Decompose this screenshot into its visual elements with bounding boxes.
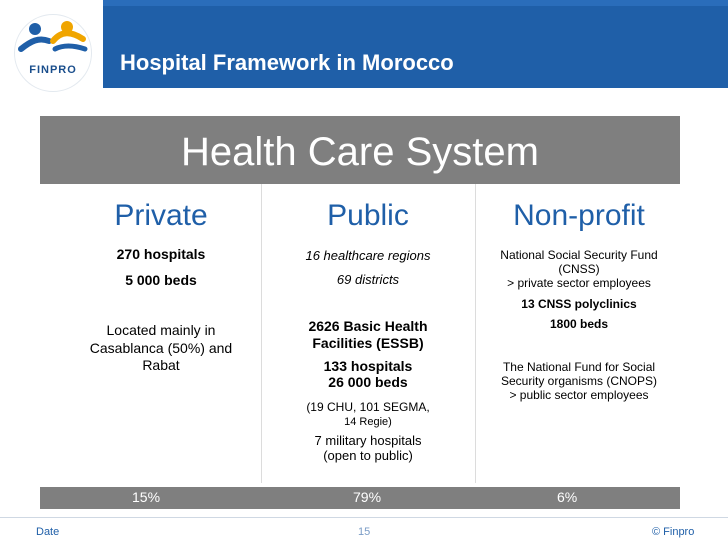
- private-location-line3: Rabat: [142, 357, 180, 373]
- nonprofit-beds: 1800 beds: [549, 317, 609, 331]
- share-footer: [40, 487, 680, 509]
- nonprofit-cnss-line1: National Social Security Fund: [500, 248, 658, 262]
- logo-text: FINPRO: [29, 64, 77, 76]
- public-regions: 16 healthcare regions: [305, 248, 431, 263]
- divider-2: [475, 184, 476, 483]
- title-strip: [103, 88, 728, 106]
- column-nonprofit: [480, 184, 678, 483]
- column-heading-nonprofit: Non-profit: [513, 199, 645, 232]
- nonprofit-cnops-line3: > public sector employees: [509, 388, 649, 402]
- page-title: Hospital Framework in Morocco: [120, 50, 454, 75]
- share-public: 79%: [353, 489, 382, 505]
- share-nonprofit: 6%: [557, 489, 578, 505]
- share-private: 15%: [132, 489, 161, 505]
- finpro-logo-figures-icon: [15, 15, 91, 67]
- column-heading-private: Private: [114, 199, 208, 232]
- nonprofit-cnss-line2: (CNSS): [558, 262, 600, 276]
- footer-date: Date: [36, 526, 60, 538]
- public-breakdown-line2: 14 Regie): [344, 416, 392, 428]
- private-location-line2: Casablanca (50%) and: [89, 340, 233, 356]
- public-military-line2: (open to public): [323, 448, 413, 463]
- public-essb-line1: 2626 Basic Health: [308, 318, 428, 334]
- title-accent: [103, 0, 728, 6]
- divider-1: [261, 184, 262, 483]
- nonprofit-cnss-line3: > private sector employees: [507, 276, 651, 290]
- public-beds: 26 000 beds: [328, 374, 408, 390]
- panel-header: [40, 116, 680, 184]
- footer-copyright: © Finpro: [652, 526, 695, 538]
- public-military-line1: 7 military hospitals: [314, 433, 422, 448]
- public-essb-line2: Facilities (ESSB): [312, 335, 424, 351]
- nonprofit-cnops-line2: Security organisms (CNOPS): [500, 374, 658, 388]
- footer-page-number: 15: [358, 526, 371, 538]
- panel-title: Health Care System: [181, 130, 539, 174]
- public-hospitals: 133 hospitals: [323, 358, 413, 374]
- logo-area: [0, 0, 103, 106]
- column-private: [66, 184, 256, 483]
- panel-content: [40, 184, 680, 483]
- column-heading-public: Public: [327, 199, 409, 232]
- health-care-panel: [40, 116, 680, 512]
- nonprofit-polyclinics: 13 CNSS polyclinics: [521, 297, 637, 311]
- public-breakdown-line1: (19 CHU, 101 SEGMA,: [306, 400, 430, 414]
- footer-divider: [0, 517, 728, 518]
- private-beds: 5 000 beds: [125, 272, 197, 288]
- nonprofit-cnops-line1: The National Fund for Social: [502, 360, 656, 374]
- private-location-line1: Located mainly in: [106, 322, 216, 338]
- public-districts: 69 districts: [336, 272, 400, 287]
- private-hospitals: 270 hospitals: [116, 246, 206, 262]
- finpro-logo: [14, 14, 92, 92]
- column-public: [268, 184, 468, 483]
